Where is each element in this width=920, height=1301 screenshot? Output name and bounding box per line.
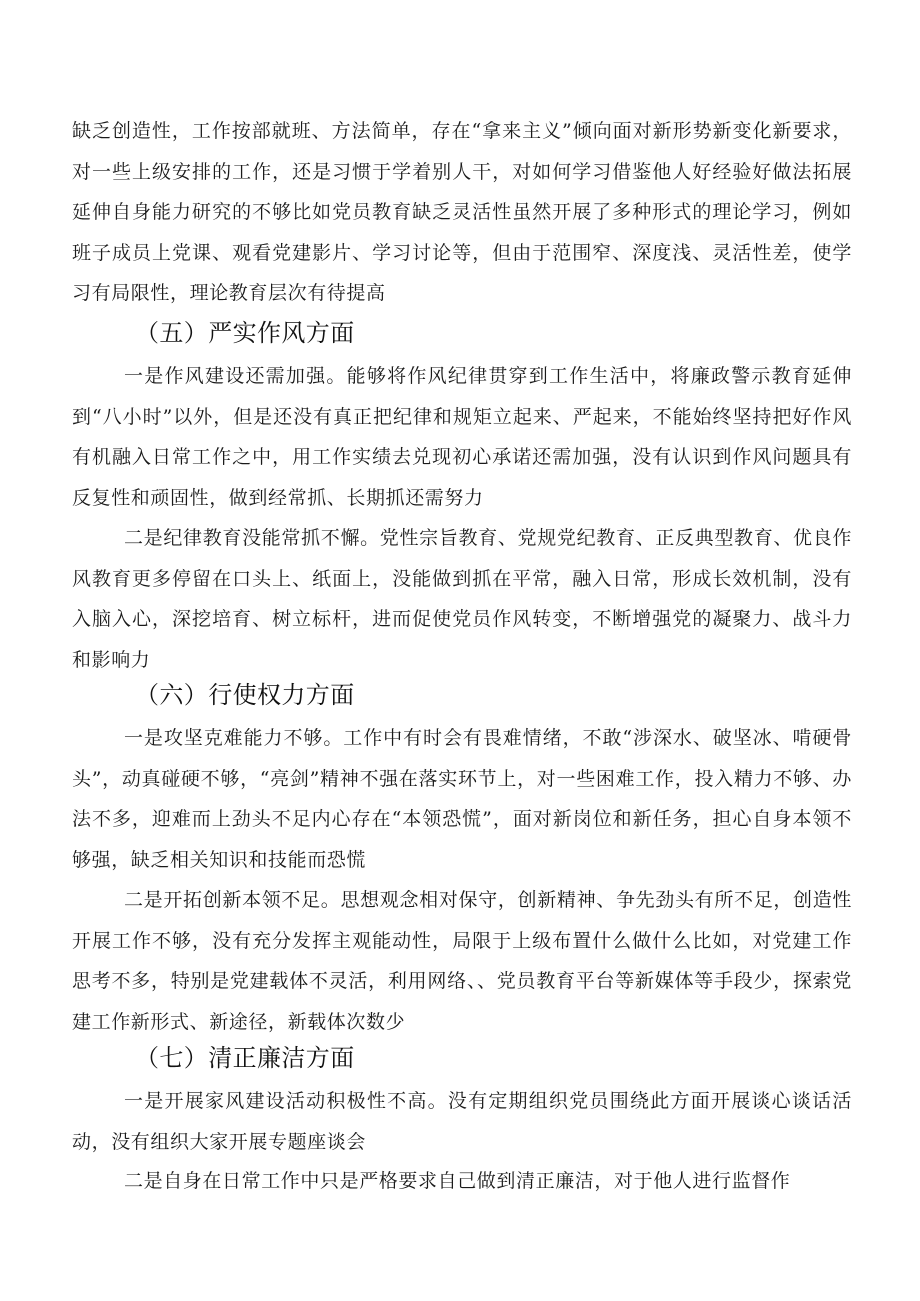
heading-section-five: （五）严实作风方面 — [135, 319, 355, 347]
paragraph-self-discipline: 二是自身在日常工作中只是严格要求自己做到清正廉洁，对于他人进行监督作 — [124, 1170, 791, 1192]
paragraph-tackling-difficulties: 一是攻坚克难能力不够。工作中有时会有畏难情绪，不敢“涉深水、破坚冰、啃硬骨头”，动真碰硬不够，“亮剑”精神不强在落实环节上，对一些困难工作，投入精力不够、办法不多，迎难而上劲头不足内心存在“本领恐慌”，面对新岗位和新任务，担心自身本领不够强，缺乏相关知识和技能而恐慌 — [72, 727, 852, 871]
heading-section-seven: （七）清正廉洁方面 — [135, 1044, 355, 1072]
heading-section-six: （六）行使权力方面 — [135, 681, 355, 709]
paragraph-discipline-education: 二是纪律教育没能常抓不懈。党性宗旨教育、党规党纪教育、正反典型教育、优良作风教育更多停留在口头上、纸面上，没能做到抓在平常，融入日常，形成长效机制，没有入脑入心，深挖培育、树立标杆，进而促使党员作风转变，不断增强党的凝聚力、战斗力和影响力 — [72, 527, 852, 671]
paragraph-creativity-lack: 缺乏创造性，工作按部就班、方法简单，存在“拿来主义”倾向面对新形势新变化新要求，对一些上级安排的工作，还是习惯于学着别人干，对如何学习借鉴他人好经验好做法拓展延伸自身能力研究的不够比如党员教育缺乏灵活性虽然开展了多种形式的理论学习，例如班子成员上党课、观看党建影片、学习讨论等，但由于范围窄、深度浅、灵活性差，使学习有局限性，理论教育层次有待提高 — [72, 120, 852, 304]
paragraph-work-style: 一是作风建设还需加强。能够将作风纪律贯穿到工作生活中，将廉政警示教育延伸到“八小时”以外，但是还没有真正把纪律和规矩立起来、严起来，不能始终坚持把好作风有机融入日常工作之中，用工作实绩去兑现初心承诺还需加强，没有认识到作风问题具有反复性和顽固性，做到经常抓、长期抓还需努力 — [72, 365, 852, 509]
paragraph-innovation: 二是开拓创新本领不足。思想观念相对保守，创新精神、争先劲头有所不足，创造性开展工作不够，没有充分发挥主观能动性，局限于上级布置什么做什么比如，对党建工作思考不多，特别是党建载体不灵活，利用网络、、党员教育平台等新媒体等手段少，探索党建工作新形式、新途径，新载体次数少 — [72, 889, 852, 1033]
paragraph-family-tradition: 一是开展家风建设活动积极性不高。没有定期组织党员围绕此方面开展谈心谈话活动，没有组织大家开展专题座谈会 — [72, 1090, 852, 1153]
